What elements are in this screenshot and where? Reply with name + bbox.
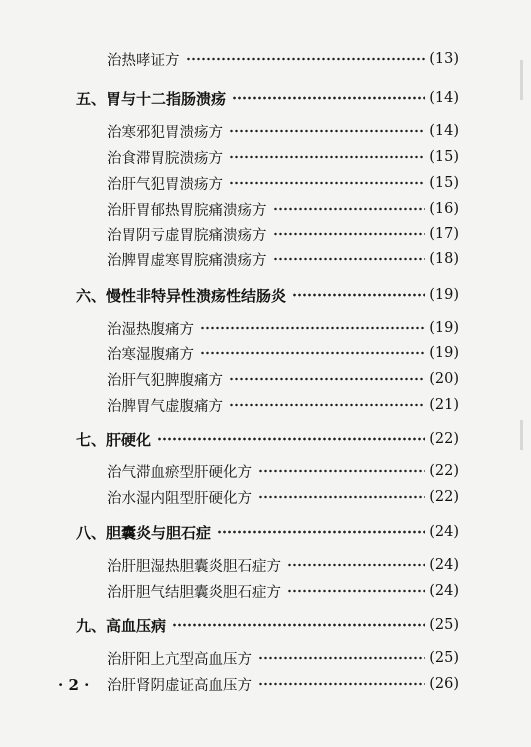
toc-entry-title: 治肝气犯胃溃疡方 — [107, 176, 223, 193]
toc-entry[interactable] — [107, 317, 459, 339]
section-number: 八、 — [76, 523, 107, 542]
dot-leader — [287, 589, 425, 593]
toc-entry[interactable] — [107, 120, 459, 142]
toc-page-number: (13) — [429, 51, 459, 67]
toc-entry[interactable] — [107, 223, 459, 245]
toc-page-number: (15) — [429, 175, 459, 191]
scan-edge-mark — [520, 60, 523, 100]
toc-entry[interactable] — [107, 647, 459, 669]
toc-entry[interactable] — [107, 342, 459, 364]
toc-entry[interactable] — [107, 48, 459, 70]
dot-leader — [258, 656, 425, 660]
toc-entry-title: 治寒邪犯胃溃疡方 — [107, 124, 223, 141]
toc-entry[interactable] — [107, 460, 459, 482]
toc-section-heading[interactable] — [76, 284, 459, 306]
toc-entry[interactable] — [107, 673, 459, 695]
toc-entry-title: 治脾胃虚寒胃脘痛溃疡方 — [107, 252, 267, 269]
dot-leader — [292, 293, 425, 297]
section-title: 慢性非特异性溃疡性结肠炎 — [106, 286, 287, 305]
dot-leader — [258, 495, 425, 499]
toc-page-number: (20) — [429, 371, 459, 387]
section-number: 六、 — [76, 286, 107, 305]
dot-leader — [229, 129, 425, 133]
toc-entry-title: 治胃阴亏虚胃脘痛溃疡方 — [107, 227, 267, 244]
toc-page-number: (15) — [429, 149, 459, 165]
toc-section-heading[interactable] — [76, 87, 459, 109]
toc-section-heading[interactable] — [76, 614, 459, 636]
toc-entry-title: 治肝胆湿热胆囊炎胆石症方 — [107, 558, 281, 575]
toc-entry-title: 治寒湿腹痛方 — [107, 346, 194, 363]
toc-page-number: (14) — [429, 90, 459, 106]
dot-leader — [229, 155, 425, 159]
toc-page-number: (25) — [429, 617, 459, 633]
scan-edge-mark — [520, 420, 523, 450]
toc-page-number: (16) — [429, 201, 459, 217]
section-number: 七、 — [76, 430, 107, 449]
toc-page-number: (19) — [429, 345, 459, 361]
toc-entry[interactable] — [107, 368, 459, 390]
dot-leader — [157, 437, 425, 441]
toc-entry[interactable] — [107, 146, 459, 168]
dot-leader — [186, 57, 426, 61]
section-title: 高血压病 — [106, 616, 167, 635]
toc-entry[interactable] — [107, 580, 459, 602]
dot-leader — [217, 530, 425, 534]
toc-page-number: (19) — [429, 287, 459, 303]
toc-entry-title: 治肝肾阴虚证高血压方 — [107, 677, 252, 694]
page-number-footer: · 2 · — [58, 676, 90, 694]
dot-leader — [229, 377, 425, 381]
toc-entry-title: 治肝气犯脾腹痛方 — [107, 372, 223, 389]
section-title: 胃与十二指肠溃疡 — [106, 89, 227, 108]
toc-entry[interactable] — [107, 554, 459, 576]
dot-leader — [258, 469, 425, 473]
toc-entry[interactable] — [107, 198, 459, 220]
toc-page-number: (26) — [429, 676, 459, 692]
toc-section-heading[interactable] — [76, 521, 459, 543]
dot-leader — [200, 351, 425, 355]
toc-entry-title: 治食滞胃脘溃疡方 — [107, 150, 223, 167]
toc-page-number: (18) — [429, 251, 459, 267]
toc-entry-title: 治肝胃郁热胃脘痛溃疡方 — [107, 202, 267, 219]
toc-page-number: (17) — [429, 226, 459, 242]
section-title: 肝硬化 — [106, 430, 152, 449]
dot-leader — [172, 623, 425, 627]
toc-entry[interactable] — [107, 248, 459, 270]
toc-page-number: (21) — [429, 397, 459, 413]
dot-leader — [229, 403, 425, 407]
toc-page-number: (22) — [429, 431, 459, 447]
toc-page-number: (24) — [429, 557, 459, 573]
toc-entry-title: 治湿热腹痛方 — [107, 321, 194, 338]
dot-leader — [200, 326, 425, 330]
dot-leader — [273, 232, 426, 236]
toc-page-number: (22) — [429, 463, 459, 479]
dot-leader — [287, 563, 425, 567]
dot-leader — [273, 207, 426, 211]
toc-section-heading[interactable] — [76, 428, 459, 450]
section-number: 九、 — [76, 616, 107, 635]
toc-entry-title: 治热哮证方 — [107, 52, 180, 69]
toc-entry-title: 治水湿内阻型肝硬化方 — [107, 490, 252, 507]
section-title: 胆囊炎与胆石症 — [106, 523, 212, 542]
dot-leader — [232, 96, 425, 100]
toc-entry[interactable] — [107, 172, 459, 194]
dot-leader — [229, 181, 425, 185]
toc-entry-title: 治脾胃气虚腹痛方 — [107, 398, 223, 415]
toc-page-number: (14) — [429, 123, 459, 139]
toc-page-number: (24) — [429, 524, 459, 540]
toc-entry-title: 治气滞血瘀型肝硬化方 — [107, 464, 252, 481]
dot-leader — [258, 682, 425, 686]
toc-entry[interactable] — [107, 394, 459, 416]
toc-entry-title: 治肝胆气结胆囊炎胆石症方 — [107, 584, 281, 601]
toc-page-number: (24) — [429, 583, 459, 599]
toc-entry[interactable] — [107, 486, 459, 508]
section-number: 五、 — [76, 89, 107, 108]
toc-page-number: (25) — [429, 650, 459, 666]
toc-entry-title: 治肝阳上亢型高血压方 — [107, 651, 252, 668]
dot-leader — [273, 257, 426, 261]
toc-page-number: (22) — [429, 489, 459, 505]
toc-page-number: (19) — [429, 320, 459, 336]
